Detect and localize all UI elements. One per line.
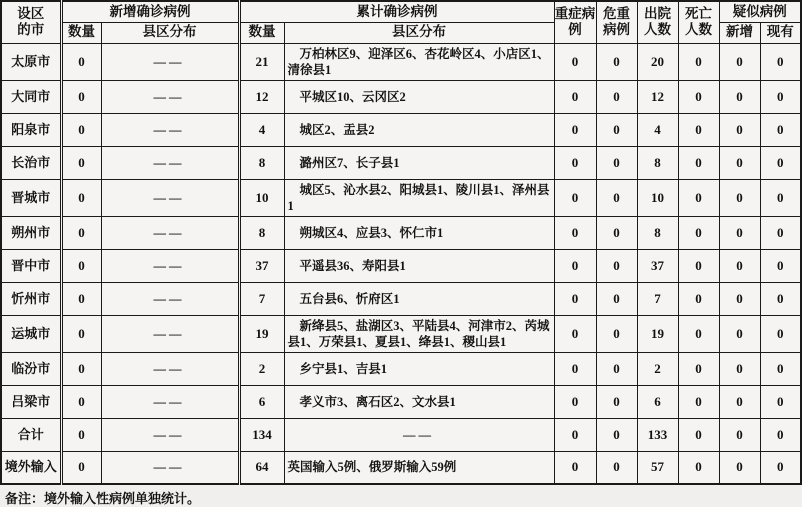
- table-row: [1, 216, 801, 249]
- table-row: [1, 179, 801, 216]
- table-row: [1, 43, 801, 80]
- suspected-new-cell: 0: [719, 451, 760, 484]
- new-count-cell: 0: [61, 216, 101, 249]
- critical-cell: 0: [596, 216, 637, 249]
- discharged-cell: 20: [637, 43, 678, 80]
- discharged-cell: 6: [637, 385, 678, 418]
- discharged-cell: 7: [637, 282, 678, 315]
- header-cum-distribution: 县区分布: [284, 22, 554, 43]
- severe-cell: 0: [554, 451, 596, 484]
- footnote: 备注：境外输入性病例单独统计。: [0, 485, 800, 505]
- severe-cell: 0: [554, 113, 596, 146]
- new-distribution-cell: ——: [101, 249, 239, 282]
- cum-count-cell: 8: [239, 216, 284, 249]
- critical-cell: 0: [596, 385, 637, 418]
- table-row: [1, 352, 801, 385]
- critical-cell: 0: [596, 43, 637, 80]
- city-cell: 忻州市: [1, 282, 61, 315]
- severe-cell: 0: [554, 385, 596, 418]
- header-severe: 重症病例: [554, 1, 596, 43]
- suspected-existing-cell: 0: [760, 216, 801, 249]
- new-distribution-cell: ——: [101, 451, 239, 484]
- suspected-existing-cell: 0: [760, 418, 801, 451]
- new-count-cell: 0: [61, 352, 101, 385]
- city-cell: 太原市: [1, 43, 61, 80]
- new-count-cell: 0: [61, 146, 101, 179]
- discharged-cell: 2: [637, 352, 678, 385]
- new-distribution-cell: ——: [101, 113, 239, 146]
- table-header: [1, 1, 801, 43]
- cum-count-cell: 64: [239, 451, 284, 484]
- new-distribution-cell: ——: [101, 179, 239, 216]
- cum-distribution-cell: 五台县6、忻府区1: [284, 282, 554, 315]
- severe-cell: 0: [554, 352, 596, 385]
- severe-cell: 0: [554, 282, 596, 315]
- suspected-new-cell: 0: [719, 315, 760, 352]
- suspected-existing-cell: 0: [760, 451, 801, 484]
- deaths-cell: 0: [678, 282, 719, 315]
- new-count-cell: 0: [61, 43, 101, 80]
- discharged-cell: 8: [637, 146, 678, 179]
- cum-count-cell: 134: [239, 418, 284, 451]
- cum-distribution-cell: 孝义市3、离石区2、文水县1: [284, 385, 554, 418]
- cum-count-cell: 4: [239, 113, 284, 146]
- severe-cell: 0: [554, 146, 596, 179]
- cum-distribution-cell: 平遥县36、寿阳县1: [284, 249, 554, 282]
- discharged-cell: 57: [637, 451, 678, 484]
- city-cell: 阳泉市: [1, 113, 61, 146]
- deaths-cell: 0: [678, 451, 719, 484]
- cum-count-cell: 7: [239, 282, 284, 315]
- suspected-new-cell: 0: [719, 418, 760, 451]
- header-new-distribution: 县区分布: [101, 22, 239, 43]
- header-suspected-group: 疑似病例: [719, 1, 801, 22]
- severe-cell: 0: [554, 315, 596, 352]
- deaths-cell: 0: [678, 113, 719, 146]
- suspected-new-cell: 0: [719, 43, 760, 80]
- discharged-cell: 19: [637, 315, 678, 352]
- new-distribution-cell: ——: [101, 352, 239, 385]
- cum-distribution-cell: 平城区10、云冈区2: [284, 80, 554, 113]
- suspected-existing-cell: 0: [760, 43, 801, 80]
- new-distribution-cell: ——: [101, 418, 239, 451]
- deaths-cell: 0: [678, 418, 719, 451]
- suspected-new-cell: 0: [719, 146, 760, 179]
- deaths-cell: 0: [678, 315, 719, 352]
- suspected-existing-cell: 0: [760, 352, 801, 385]
- new-count-cell: 0: [61, 80, 101, 113]
- severe-cell: 0: [554, 43, 596, 80]
- suspected-new-cell: 0: [719, 385, 760, 418]
- cum-distribution-cell: 英国输入5例、俄罗斯输入59例: [284, 451, 554, 484]
- critical-cell: 0: [596, 179, 637, 216]
- severe-cell: 0: [554, 179, 596, 216]
- city-cell: 运城市: [1, 315, 61, 352]
- new-distribution-cell: ——: [101, 43, 239, 80]
- table-row: [1, 418, 801, 451]
- city-cell: 临汾市: [1, 352, 61, 385]
- suspected-existing-cell: 0: [760, 146, 801, 179]
- city-cell: 晋城市: [1, 179, 61, 216]
- critical-cell: 0: [596, 113, 637, 146]
- severe-cell: 0: [554, 249, 596, 282]
- new-count-cell: 0: [61, 385, 101, 418]
- header-suspected-new: 新增: [719, 22, 760, 43]
- critical-cell: 0: [596, 80, 637, 113]
- header-city: 设区的市: [1, 1, 61, 43]
- header-cum-count: 数量: [239, 22, 284, 43]
- table-row: [1, 146, 801, 179]
- discharged-cell: 8: [637, 216, 678, 249]
- city-cell: 长治市: [1, 146, 61, 179]
- new-count-cell: 0: [61, 249, 101, 282]
- cum-distribution-cell: 乡宁县1、吉县1: [284, 352, 554, 385]
- deaths-cell: 0: [678, 80, 719, 113]
- new-distribution-cell: ——: [101, 146, 239, 179]
- severe-cell: 0: [554, 216, 596, 249]
- severe-cell: 0: [554, 418, 596, 451]
- new-distribution-cell: ——: [101, 216, 239, 249]
- cum-distribution-cell: ——: [284, 418, 554, 451]
- suspected-existing-cell: 0: [760, 249, 801, 282]
- critical-cell: 0: [596, 451, 637, 484]
- suspected-existing-cell: 0: [760, 80, 801, 113]
- new-count-cell: 0: [61, 418, 101, 451]
- deaths-cell: 0: [678, 352, 719, 385]
- new-distribution-cell: ——: [101, 385, 239, 418]
- discharged-cell: 37: [637, 249, 678, 282]
- critical-cell: 0: [596, 418, 637, 451]
- severe-cell: 0: [554, 80, 596, 113]
- cum-distribution-cell: 城区2、盂县2: [284, 113, 554, 146]
- discharged-cell: 12: [637, 80, 678, 113]
- header-deaths: 死亡人数: [678, 1, 719, 43]
- cum-distribution-cell: 新绛县5、盐湖区3、平陆县4、河津市2、芮城县1、万荣县1、夏县1、绛县1、稷山县1: [284, 315, 554, 352]
- discharged-cell: 4: [637, 113, 678, 146]
- cum-count-cell: 21: [239, 43, 284, 80]
- cum-distribution-cell: 潞州区7、长子县1: [284, 146, 554, 179]
- new-distribution-cell: ——: [101, 80, 239, 113]
- city-cell: 境外输入: [1, 451, 61, 484]
- critical-cell: 0: [596, 282, 637, 315]
- suspected-existing-cell: 0: [760, 385, 801, 418]
- deaths-cell: 0: [678, 146, 719, 179]
- new-count-cell: 0: [61, 451, 101, 484]
- cum-distribution-cell: 朔城区4、应县3、怀仁市1: [284, 216, 554, 249]
- suspected-new-cell: 0: [719, 179, 760, 216]
- new-count-cell: 0: [61, 315, 101, 352]
- header-discharged: 出院人数: [637, 1, 678, 43]
- new-distribution-cell: ——: [101, 282, 239, 315]
- deaths-cell: 0: [678, 43, 719, 80]
- suspected-new-cell: 0: [719, 113, 760, 146]
- deaths-cell: 0: [678, 249, 719, 282]
- cum-count-cell: 2: [239, 352, 284, 385]
- discharged-cell: 133: [637, 418, 678, 451]
- cum-count-cell: 19: [239, 315, 284, 352]
- suspected-new-cell: 0: [719, 249, 760, 282]
- city-cell: 大同市: [1, 80, 61, 113]
- cum-count-cell: 8: [239, 146, 284, 179]
- deaths-cell: 0: [678, 216, 719, 249]
- header-new-confirmed-group: 新增确诊病例: [61, 1, 239, 22]
- suspected-new-cell: 0: [719, 80, 760, 113]
- cum-count-cell: 10: [239, 179, 284, 216]
- deaths-cell: 0: [678, 385, 719, 418]
- table-row: [1, 451, 801, 484]
- header-cumulative-confirmed-group: 累计确诊病例: [239, 1, 554, 22]
- cum-count-cell: 37: [239, 249, 284, 282]
- table-row: [1, 113, 801, 146]
- table-row: [1, 282, 801, 315]
- table-row: [1, 315, 801, 352]
- city-cell: 吕梁市: [1, 385, 61, 418]
- new-count-cell: 0: [61, 282, 101, 315]
- critical-cell: 0: [596, 315, 637, 352]
- city-cell: 朔州市: [1, 216, 61, 249]
- discharged-cell: 10: [637, 179, 678, 216]
- new-count-cell: 0: [61, 179, 101, 216]
- cum-count-cell: 6: [239, 385, 284, 418]
- header-critical: 危重病例: [596, 1, 637, 43]
- table-row: [1, 385, 801, 418]
- suspected-new-cell: 0: [719, 352, 760, 385]
- city-cell: 合计: [1, 418, 61, 451]
- critical-cell: 0: [596, 352, 637, 385]
- cum-distribution-cell: 万柏林区9、迎泽区6、杏花岭区4、小店区1、清徐县1: [284, 43, 554, 80]
- suspected-existing-cell: 0: [760, 315, 801, 352]
- header-row-groups: [1, 1, 801, 22]
- deaths-cell: 0: [678, 179, 719, 216]
- table-row: [1, 249, 801, 282]
- header-suspected-existing: 现有: [760, 22, 801, 43]
- table-row: [1, 80, 801, 113]
- cum-distribution-cell: 城区5、沁水县2、阳城县1、陵川县1、泽州县1: [284, 179, 554, 216]
- city-cell: 晋中市: [1, 249, 61, 282]
- new-distribution-cell: ——: [101, 315, 239, 352]
- header-new-count: 数量: [61, 22, 101, 43]
- critical-cell: 0: [596, 146, 637, 179]
- new-count-cell: 0: [61, 113, 101, 146]
- suspected-new-cell: 0: [719, 216, 760, 249]
- table-body: [1, 43, 801, 484]
- suspected-existing-cell: 0: [760, 282, 801, 315]
- suspected-new-cell: 0: [719, 282, 760, 315]
- suspected-existing-cell: 0: [760, 113, 801, 146]
- critical-cell: 0: [596, 249, 637, 282]
- suspected-existing-cell: 0: [760, 179, 801, 216]
- cum-count-cell: 12: [239, 80, 284, 113]
